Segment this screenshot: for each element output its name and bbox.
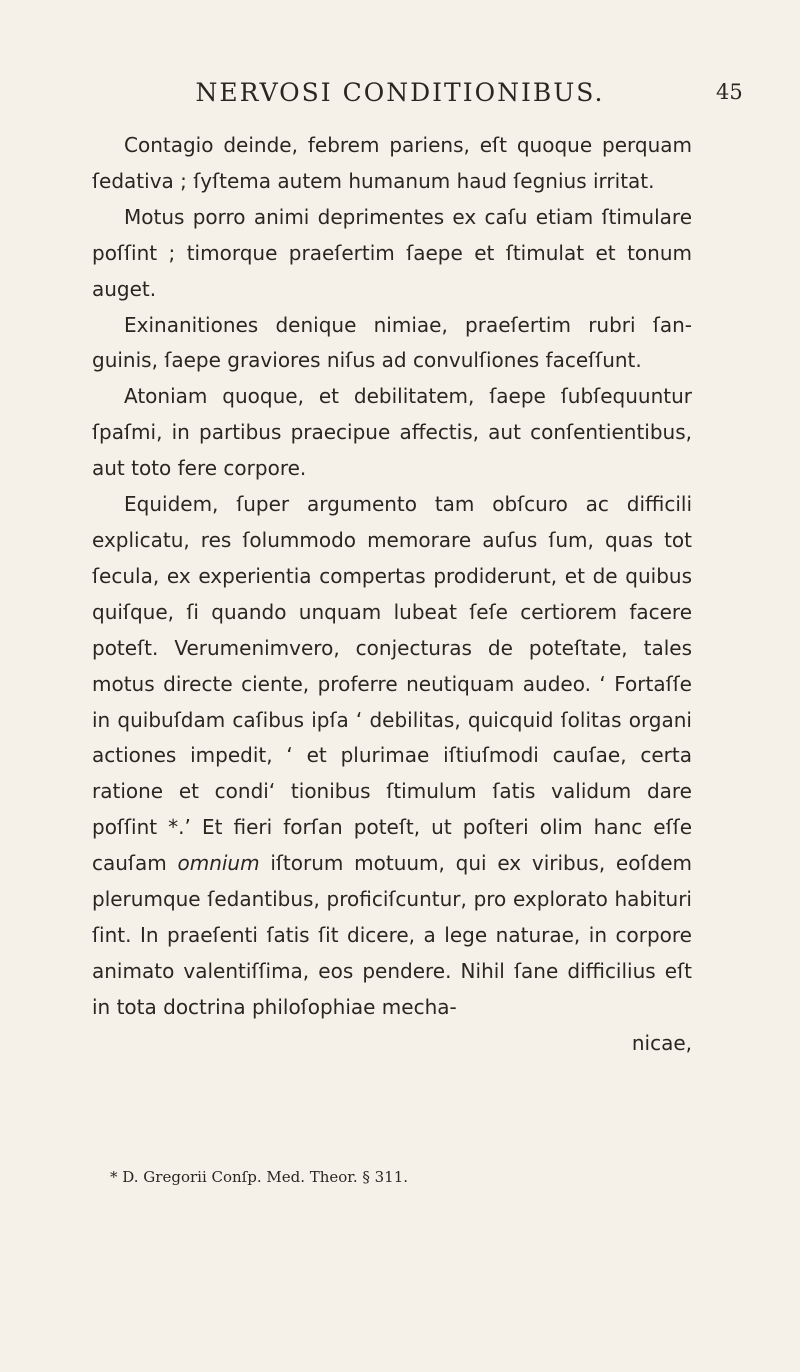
equidem-text-end: iſtorum motuum, qui ex viribus, eoſdem plerumque ſedantibus, proficiſcuntur, pro explorato habituri ſint. In praeſenti ſatis ſit dicere, a lege naturae, in corpore animato valentiſſima, eos pendere. Nihil ſane difficilius eſt in tota doctrina philoſophiae mecha- bbox=[92, 851, 692, 1019]
running-title: NERVOSI CONDITIONIBUS. bbox=[195, 78, 605, 107]
italic-word: omnium bbox=[177, 851, 260, 876]
body-text bbox=[92, 128, 692, 1062]
footnote-text: D. Gregorii Conſp. Med. Theor. § 311. bbox=[122, 1168, 409, 1186]
paragraph-exinanitiones: Exinanitiones denique nimiae, praeſertim rubri ſanguinis, ſaepe graviores niſus ad convulſiones faceſſunt. bbox=[92, 312, 692, 373]
paragraph-atoniam: Atoniam quoque, et debilitatem, ſaepe ſubſequuntur ſpaſmi, in partibus praecipue affectis, aut conſentientibus, aut toto fere corpore. bbox=[92, 384, 692, 481]
equidem-text-start: Equidem, ſuper argumento tam obſcuro ac difficili explicatu, res ſolummodo memorare auſus ſum, quas tot ſecula, ex experientia compertas prodiderunt, et de quibus quiſque, ſi quando unquam lubeat ſeſe certiorem facere poteſt. Verumenimvero, conjecturas de poteſtate, tales motus directe ciente, proferre neutiquam audeo. ‘ Fortaſſe in quibuſdam caſibus ipſa ‘ debilitas, quicquid ſolitas organi actiones impedit, ‘ et plurimae iſtiuſmodi cauſae, certa ratione et condi‘ tionibus ſtimulum ſatis validum dare poſſint *.’ Et fieri forſan poteſt, ut poſteri olim hanc eſſe cauſam bbox=[92, 492, 692, 876]
footnote-marker: * bbox=[110, 1168, 118, 1186]
paragraph-motus: Motus porro animi deprimentes ex caſu etiam ſtimulare poſſint ; timorque praeſertim ſaepe et ſtimulat et tonum auget. bbox=[92, 204, 692, 301]
catchword: nicae, bbox=[631, 1030, 692, 1055]
page-number: 45 bbox=[716, 80, 743, 104]
footnote bbox=[110, 1168, 670, 1186]
paragraph-equidem bbox=[92, 487, 692, 1026]
paragraph-contagio: Contagio deinde, febrem pariens, eſt quoque perquam ſedativa ; ſyſtema autem humanum haud ſegnius irritat. bbox=[92, 133, 692, 193]
